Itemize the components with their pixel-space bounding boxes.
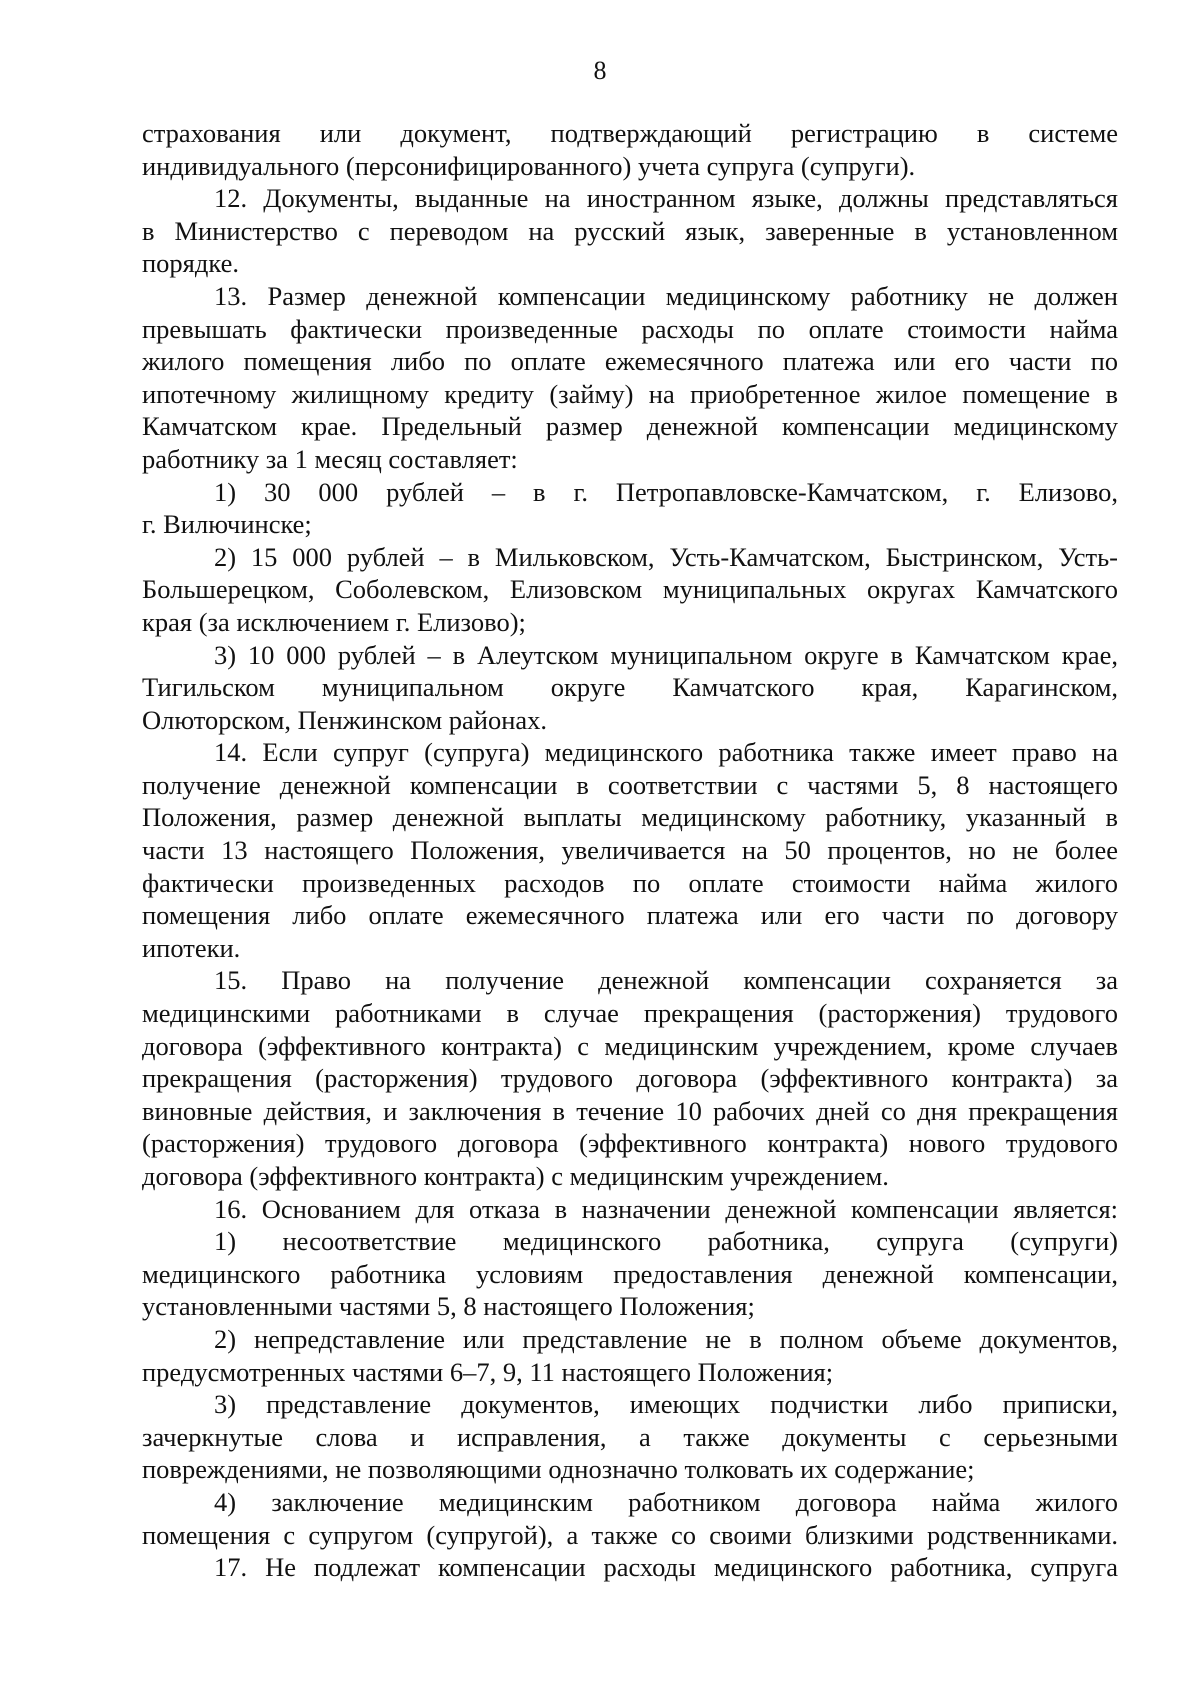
text-line: Олюторском, Пенжинском районах. <box>142 704 548 735</box>
text-line: повреждениями, не позволяющими однозначно толковать их содержание; <box>142 1454 975 1485</box>
text-line: помещения с супругом (супругой), а также со своими близкими родственниками. <box>142 1519 1118 1550</box>
text-line: края (за исключением г. Елизово); <box>142 606 526 637</box>
text-line: 13. Размер денежной компенсации медицинскому работнику не должен <box>214 280 1118 311</box>
text-line: договора (эффективного контракта) с медицинским учреждением, кроме случаев <box>142 1030 1118 1061</box>
text-line: порядке. <box>142 248 239 279</box>
text-line: договора (эффективного контракта) с медицинским учреждением. <box>142 1161 889 1191</box>
text-line: 17. Не подлежат компенсации расходы медицинского работника, супруга <box>214 1552 1118 1583</box>
text-line: установленными частями 5, 8 настоящего Положения; <box>142 1291 755 1322</box>
text-line: помещения либо оплате ежемесячного платежа или его части по договору <box>142 900 1118 931</box>
text-line: в Министерство с переводом на русский язык, заверенные в установленном <box>142 215 1118 246</box>
text-line: 2) 15 000 рублей – в Мильковском, Усть-Камчатском, Быстринском, Усть- <box>214 541 1118 572</box>
text-line: получение денежной компенсации в соответствии с частями 5, 8 настоящего <box>142 769 1118 800</box>
text-line: г. Вилючинске; <box>142 509 312 540</box>
text-line: медицинскими работниками в случае прекращения (расторжения) трудового <box>142 998 1118 1029</box>
text-line: прекращения (расторжения) трудового договора (эффективного контракта) за <box>142 1063 1118 1094</box>
text-line: работнику за 1 месяц составляет: <box>142 443 518 474</box>
text-line: 14. Если супруг (супруга) медицинского работника также имеет право на <box>214 737 1118 768</box>
text-line: медицинского работника условиям предоставления денежной компенсации, <box>142 1258 1118 1289</box>
text-line: 15. Право на получение денежной компенсации сохраняется за <box>214 965 1118 996</box>
text-line: 4) заключение медицинским работником договора найма жилого <box>214 1486 1118 1517</box>
text-line: Большерецком, Соболевском, Елизовском муниципальных округах Камчатского <box>142 574 1118 605</box>
text-line: жилого помещения либо по оплате ежемесячного платежа или его части по <box>142 346 1118 377</box>
text-line: 3) 10 000 рублей – в Алеутском муниципальном округе в Камчатском крае, <box>214 639 1118 670</box>
text-line: страхования или документ, подтверждающий регистрацию в системе <box>142 118 1118 148</box>
text-line: 16. Основанием для отказа в назначении денежной компенсации является: <box>214 1193 1118 1224</box>
text-line: части 13 настоящего Положения, увеличивается на 50 процентов, но не более <box>142 835 1118 866</box>
document-body <box>142 117 1118 1584</box>
text-line: Камчатском крае. Предельный размер денежной компенсации медицинскому <box>142 411 1118 442</box>
text-line: превышать фактически произведенные расходы по оплате стоимости найма <box>142 313 1118 344</box>
text-line: 3) представление документов, имеющих подчистки либо приписки, <box>214 1389 1118 1420</box>
text-line: индивидуального (персонифицированного) учета супруга (супруги). <box>142 150 916 181</box>
text-line: предусмотренных частями 6–7, 9, 11 настоящего Положения; <box>142 1356 834 1387</box>
text-line: фактически произведенных расходов по оплате стоимости найма жилого <box>142 867 1118 898</box>
text-line: ипотеки. <box>142 932 241 963</box>
text-line: 2) непредставление или представление не в полном объеме документов, <box>214 1323 1118 1354</box>
text-line: (расторжения) трудового договора (эффективного контракта) нового трудового <box>142 1128 1118 1159</box>
text-line: Положения, размер денежной выплаты медицинскому работнику, указанный в <box>142 802 1118 833</box>
page-number: 8 <box>593 56 607 85</box>
text-line: 12. Документы, выданные на иностранном языке, должны представляться <box>214 183 1118 214</box>
text-line: зачеркнутые слова и исправления, а также документы с серьезными <box>142 1421 1118 1452</box>
text-line: 1) 30 000 рублей – в г. Петропавловске-Камчатском, г. Елизово, <box>214 476 1118 507</box>
text-line: 1) несоответствие медицинского работника, супруга (супруги) <box>214 1226 1118 1257</box>
text-line: Тигильском муниципальном округе Камчатского края, Карагинском, <box>142 672 1118 703</box>
text-line: виновные действия, и заключения в течение 10 рабочих дней со дня прекращения <box>142 1095 1118 1126</box>
text-line: ипотечному жилищному кредиту (займу) на приобретенное жилое помещение в <box>142 378 1118 409</box>
